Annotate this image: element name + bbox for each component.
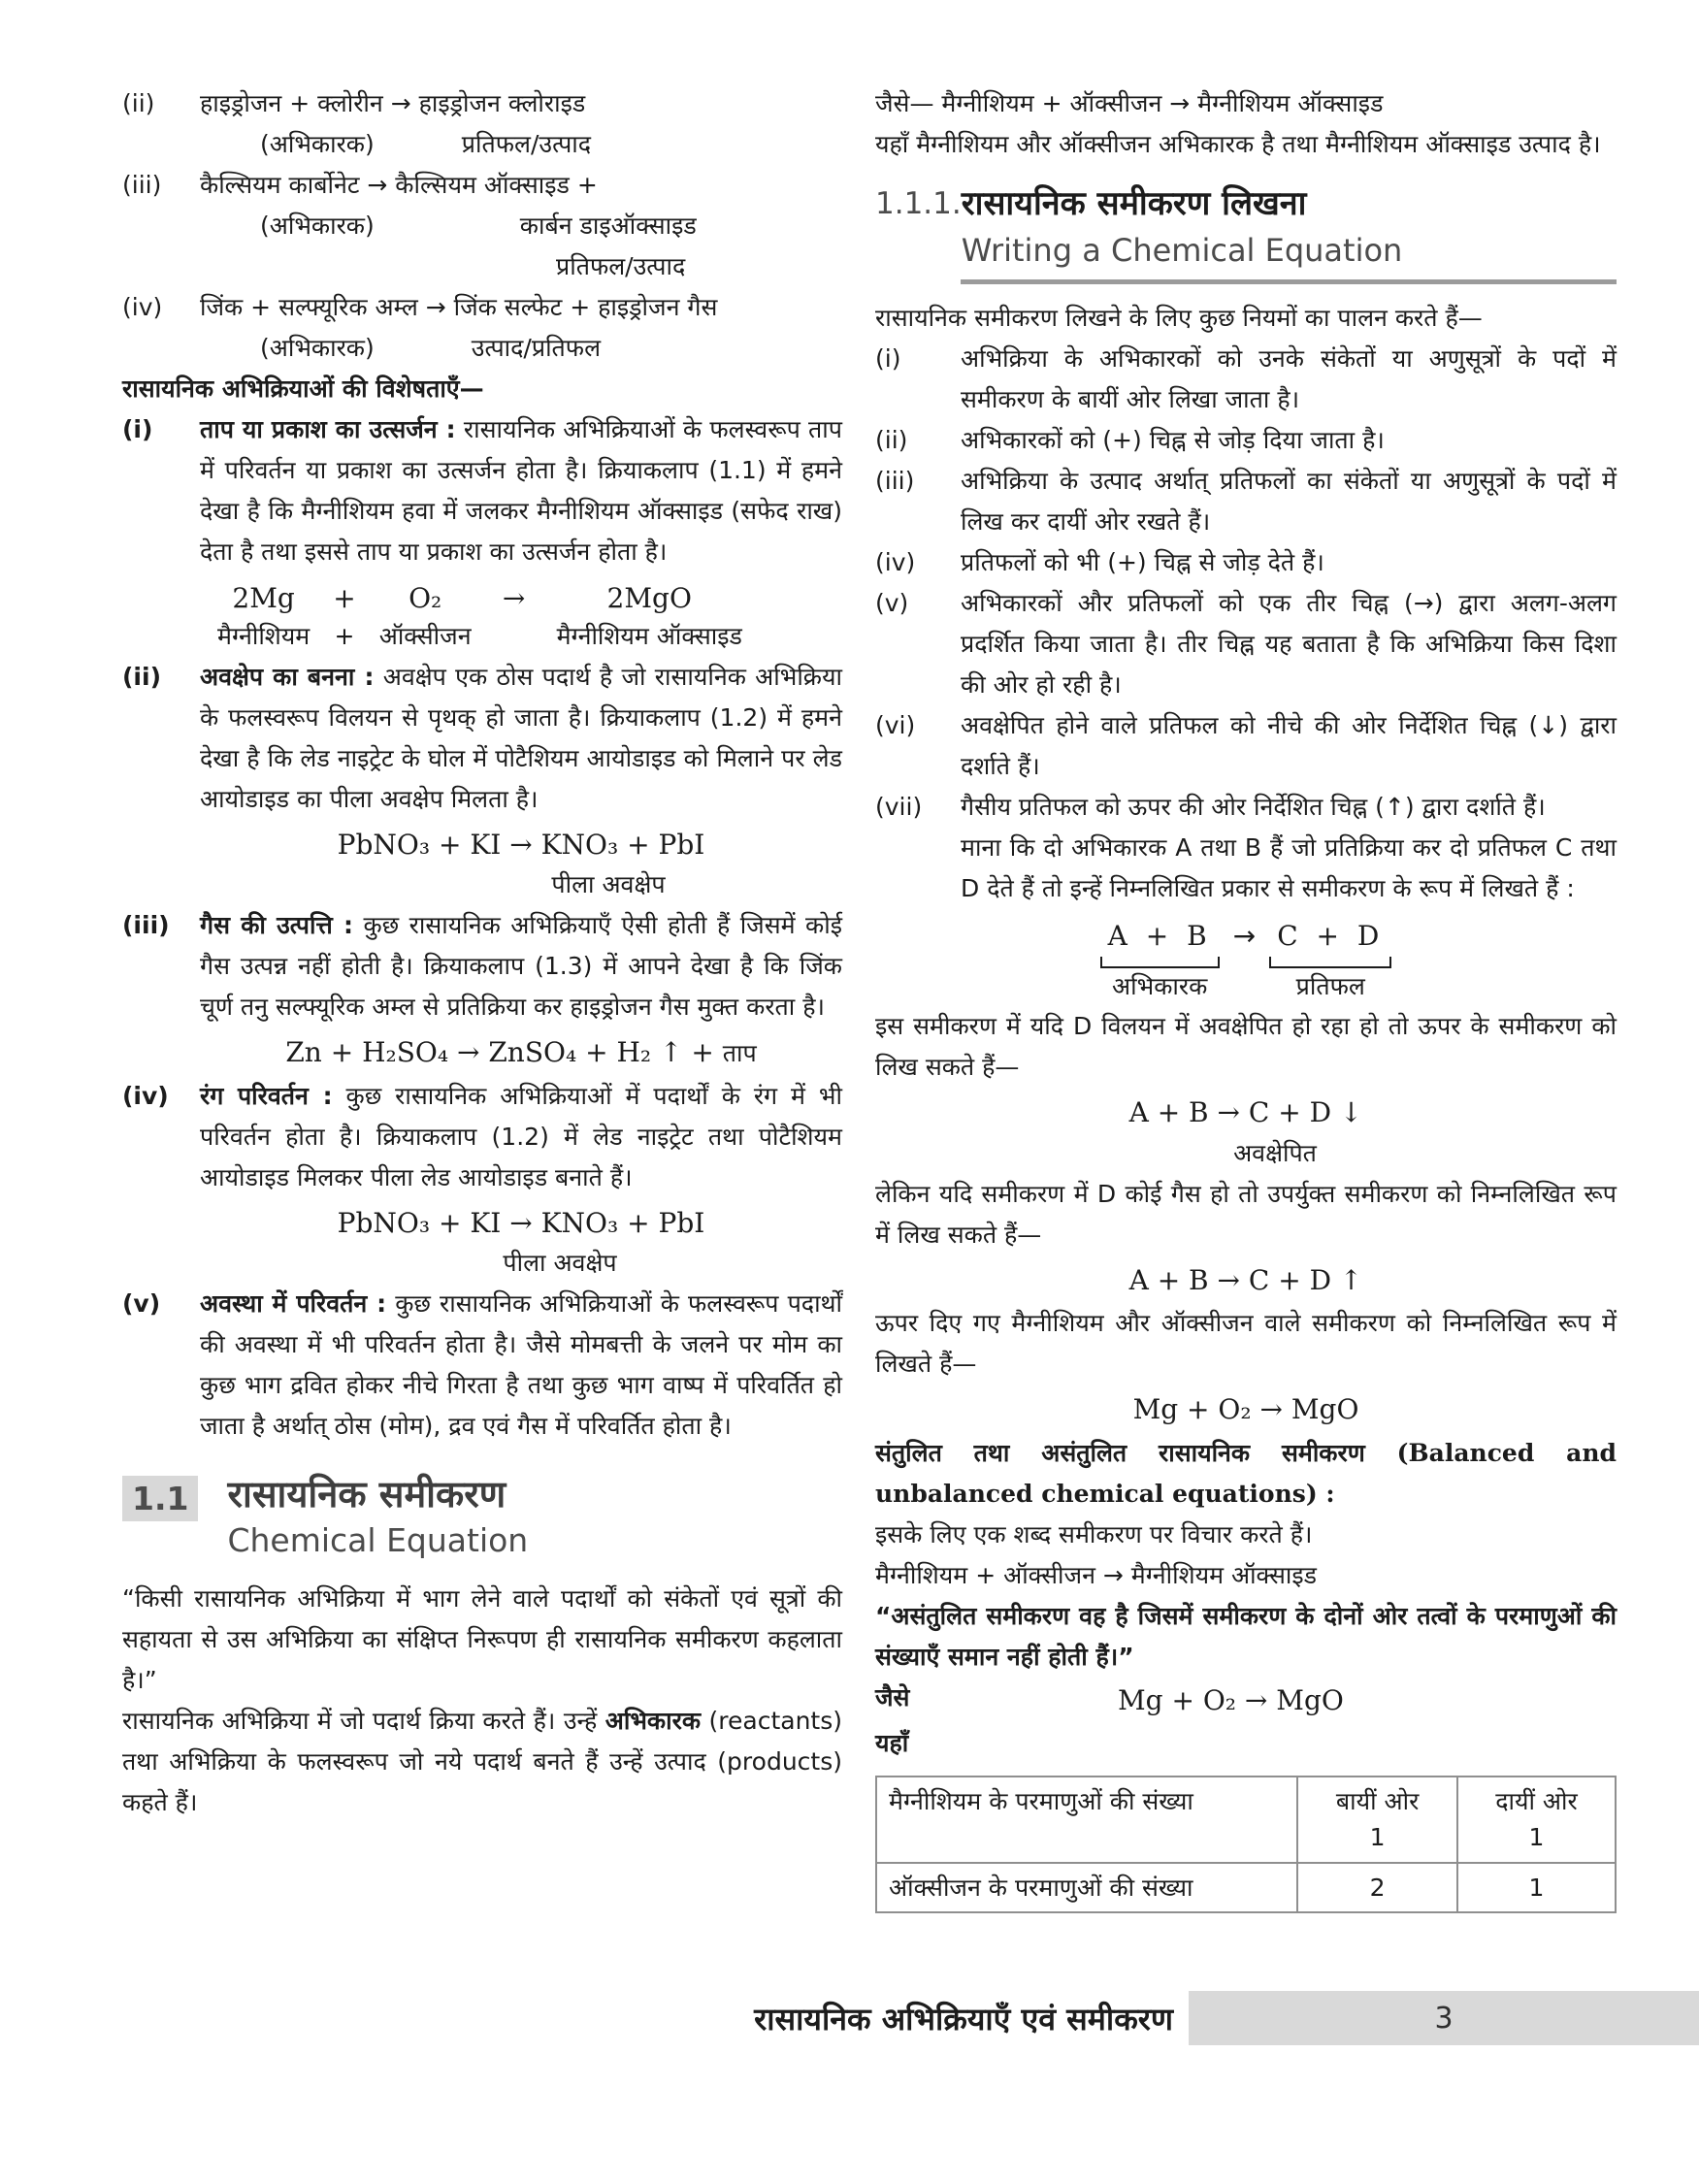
section-title-english: Chemical Equation <box>227 1521 529 1560</box>
rule-text: अवक्षेपित होने वाले प्रतिफल को नीचे की ओर निर्देशित चिह्न (↓) द्वारा दर्शाते हैं। <box>961 710 1617 780</box>
item-number: (vii) <box>875 792 923 821</box>
heading-rule <box>961 279 1617 284</box>
left-column <box>122 83 842 1913</box>
feature-lead: अवस्था में परिवर्तन : <box>200 1289 387 1319</box>
right-side-cell: 1 <box>1457 1863 1616 1913</box>
underbrace-icon <box>1100 957 1220 968</box>
chemical-equation: Zn + H₂SO₄ → ZnSO₄ + H₂ ↑ + ताप <box>285 1036 757 1069</box>
word-equation-labels <box>200 124 842 165</box>
chapter-title: रासायनिक अभिक्रियाएँ एवं समीकरण <box>754 2000 1173 2037</box>
feature-lead: अवक्षेप का बनना : <box>200 663 375 691</box>
rule-item <box>875 787 1617 828</box>
feature-text: अवक्षेप एक ठोस पदार्थ है जो रासायनिक अभिक्रिया के फलस्वरूप विलयन से पृथक् हो जाता है। क्रियाकलाप (1.2) में हमने देखा है कि लेड नाइट्रेट के घोल में पोटैशियम आयोडाइड को मिलाने पर लेड आयोडाइड का पीला अवक्षेप मिलता है। <box>200 663 842 813</box>
plus-sign: + <box>334 622 355 650</box>
item-number: (ii) <box>122 663 161 691</box>
feature-body <box>200 1076 842 1284</box>
rule-item <box>875 705 1617 787</box>
underbrace-icon <box>1269 957 1391 968</box>
equation-label: पीला अवक्षेप <box>551 870 666 899</box>
table-row <box>876 1863 1616 1913</box>
formula: O₂ <box>408 582 442 614</box>
atom-count-table <box>875 1776 1617 1914</box>
rule-text: प्रतिफलों को भी (+) चिह्न से जोड़ देते हैं। <box>961 547 1324 576</box>
magnesium-paragraph: ऊपर दिए गए मैग्नीशियम और ऑक्सीजन वाले समीकरण को निम्नलिखित रूप में लिखते हैं— <box>875 1309 1617 1379</box>
item-number: (v) <box>122 1289 161 1319</box>
subsection-title-english: Writing a Chemical Equation <box>961 232 1403 270</box>
page-footer <box>0 1991 1699 2045</box>
formula: 2Mg <box>232 582 295 614</box>
chemical-equation: Mg + O₂ → MgO <box>1132 1393 1359 1426</box>
feature-body <box>200 905 842 1075</box>
left-side-cell <box>1297 1777 1457 1863</box>
equation-label: पीला अवक्षेप <box>503 1249 617 1278</box>
row-label: ऑक्सीजन के परमाणुओं की संख्या <box>876 1863 1297 1913</box>
reactant-label: (अभिकारक) <box>260 212 375 240</box>
word-equation-body <box>200 287 842 369</box>
word-equation-line: मैग्नीशियम + ऑक्सीजन → मैग्नीशियम ऑक्साइड <box>875 1560 1318 1589</box>
word-equation-labels <box>200 206 842 246</box>
equation-lhs: A + B <box>1107 919 1212 952</box>
formula: 2MgO <box>606 582 692 614</box>
arrow-icon: → <box>502 582 526 614</box>
feature-body <box>200 409 842 657</box>
page-number-badge <box>1189 1991 1699 2045</box>
cell-value: 1 <box>1528 1823 1545 1852</box>
table-row <box>876 1777 1616 1863</box>
reactant-term: अभिकारक <box>604 1707 702 1736</box>
item-number: (iii) <box>122 911 170 940</box>
rule-text: अभिक्रिया के अभिकारकों को उनके संकेतों या अणुसूत्रों के पदों में समीकरण के बायीं ओर लिखा जाता है। <box>961 343 1617 413</box>
section-number-badge: 1.1 <box>122 1476 198 1521</box>
feature-item <box>122 1076 842 1284</box>
reactant-label: (अभिकारक) <box>260 334 375 362</box>
precipitate-paragraph: इस समीकरण में यदि D विलयन में अवक्षेपित हो रहा हो तो ऊपर के समीकरण को लिख सकते हैं— <box>875 1012 1617 1082</box>
chemical-equation: A + B → C + D ↓ <box>1128 1096 1363 1129</box>
item-number: (iii) <box>122 171 162 199</box>
rules-intro: रासायनिक समीकरण लिखने के लिए कुछ नियमों का पालन करते हैं— <box>875 303 1483 332</box>
rule-item <box>875 461 1617 542</box>
example-equation-row <box>875 1678 1617 1723</box>
chemical-equation: PbNO₃ + KI → KNO₃ + PbI <box>337 1206 705 1239</box>
page-columns <box>122 83 1617 1913</box>
rule-item <box>875 542 1617 583</box>
formula-name: मैग्नीशियम <box>217 622 310 650</box>
feature-lead: गैस की उत्पत्ति : <box>200 911 353 940</box>
feature-text: कुछ रासायनिक अभिक्रियाएँ ऐसी होती हैं जिसमें कोई गैस उत्पन्न नहीं होती है। क्रियाकलाप (1.3) में आपने देखा है कि जिंक चूर्ण तनु सल्फ्यूरिक अम्ल से प्रतिक्रिया कर हाइड्रोजन गैस मुक्त करता है। <box>200 911 842 1022</box>
word-equation-line: जिंक + सल्फ्यूरिक अम्ल → जिंक सल्फेट + हाइड्रोजन गैस <box>200 293 718 321</box>
feature-text: रासायनिक अभिक्रियाओं के फलस्वरूप ताप में परिवर्तन या प्रकाश का उत्सर्जन होता है। क्रियाकलाप (1.1) में हमने देखा है कि मैग्नीशियम हवा में जलकर मैग्नीशियम ऑक्साइड (सफेद राख) देता है तथा इससे ताप या प्रकाश का उत्सर्जन होता है। <box>200 415 842 566</box>
example-explanation: यहाँ मैग्नीशियम और ऑक्सीजन अभिकारक है तथा मैग्नीशियम ऑक्साइड उत्पाद है। <box>875 130 1601 158</box>
magnesium-equation <box>200 578 842 653</box>
feature-body <box>200 657 842 905</box>
word-equation-line: हाइड्रोजन + क्लोरीन → हाइड्रोजन क्लोराइड <box>200 89 586 117</box>
item-number: (v) <box>875 588 909 617</box>
formula-name: ऑक्सीजन <box>378 622 472 650</box>
word-equation-line: कैल्सियम कार्बोनेट → कैल्सियम ऑक्साइड + <box>200 171 598 199</box>
rule-item <box>875 420 1617 461</box>
word-equation-intro: इसके लिए एक शब्द समीकरण पर विचार करते हैं। <box>875 1519 1313 1548</box>
balanced-heading: संतुलित तथा असंतुलित रासायनिक समीकरण (Balanced and unbalanced chemical equations) : <box>875 1438 1617 1508</box>
word-equation-body <box>200 165 842 287</box>
subsection-heading <box>875 180 1617 284</box>
item-number: (i) <box>875 343 901 373</box>
word-equation-body <box>200 83 842 165</box>
reactant-product-paragraph: रासायनिक अभिक्रिया में जो पदार्थ क्रिया करते हैं। उन्हें अभिकारक (reactants) तथा अभिक्रिया के फलस्वरूप जो नये पदार्थ बनते हैं उन्हें उत्पाद (products) कहते हैं। <box>122 1707 842 1817</box>
feature-body <box>200 1284 842 1447</box>
word-equation-item <box>122 165 842 287</box>
word-equation-item <box>122 83 842 165</box>
feature-item <box>122 409 842 657</box>
item-number: (ii) <box>875 425 908 454</box>
assume-paragraph: माना कि दो अभिकारक A तथा B हैं जो प्रतिक्रिया कर दो प्रतिफल C तथा D देते हैं तो इन्हें निम्नलिखित प्रकार से समीकरण के रूप में लिखते हैं : <box>961 832 1617 902</box>
feature-lead: ताप या प्रकाश का उत्सर्जन : <box>200 415 456 443</box>
reactant-label: (अभिकारक) <box>260 130 375 158</box>
right-side-cell <box>1457 1777 1616 1863</box>
example-label: जैसे <box>875 1682 910 1711</box>
cell-value: 1 <box>1369 1823 1386 1852</box>
right-column <box>875 83 1617 1913</box>
product-label: प्रतिफल <box>1295 971 1365 1000</box>
chemical-equation: Mg + O₂ → MgO <box>1118 1683 1344 1716</box>
product-label: कार्बन डाइऑक्साइड <box>519 212 697 240</box>
column-header: दायीं ओर <box>1495 1786 1578 1815</box>
product-label: प्रतिफल/उत्पाद <box>556 252 686 280</box>
product-label: उत्पाद/प्रतिफल <box>471 334 602 362</box>
chemical-equation: A + B → C + D ↑ <box>1128 1263 1363 1296</box>
feature-text: कुछ रासायनिक अभिक्रियाओं में पदार्थों के रंग में भी परिवर्तन होता है। क्रियाकलाप (1.2) में लेड नाइट्रेट तथा पोटैशियम आयोडाइड मिलकर पीला लेड आयोडाइड बनाते हैं। <box>200 1081 842 1191</box>
item-number: (i) <box>122 415 153 443</box>
example-line: जैसे— मैग्नीशियम + ऑक्सीजन → मैग्नीशियम ऑक्साइड <box>875 89 1384 117</box>
page-number: 3 <box>1434 2001 1454 2036</box>
feature-item <box>122 905 842 1075</box>
item-number: (iii) <box>875 466 915 495</box>
feature-item <box>122 1284 842 1447</box>
item-number: (iv) <box>875 547 916 576</box>
feature-lead: रंग परिवर्तन : <box>200 1081 333 1110</box>
rule-text: अभिक्रिया के उत्पाद अर्थात् प्रतिफलों का संकेतों या अणुसूत्रों के पदों में लिख कर दायीं ओर रखते हैं। <box>961 466 1617 536</box>
unbalanced-definition-quote: “असंतुलित समीकरण वह है जिसमें समीकरण के दोनों ओर तत्वों के परमाणुओं की संख्याएँ समान नहीं होती हैं।” <box>875 1601 1617 1671</box>
product-label: प्रतिफल/उत्पाद <box>461 130 592 158</box>
word-equation-labels <box>200 328 842 369</box>
underbrace-equation <box>875 917 1617 1003</box>
equation-label: अवक्षेपित <box>1233 1138 1317 1167</box>
equation-rhs: C + D <box>1277 919 1385 952</box>
definition-paragraph: “किसी रासायनिक अभिक्रिया में भाग लेने वाले पदार्थों को संकेतों एवं सूत्रों की सहायता से उस अभिक्रिया का संक्षिप्त निरूपण ही रासायनिक समीकरण कहलाता है।” <box>122 1584 842 1695</box>
rule-item <box>875 583 1617 705</box>
section-heading <box>122 1470 842 1563</box>
item-number: (iv) <box>122 1081 169 1110</box>
subsection-number: 1.1.1. <box>875 186 962 221</box>
subsection-title-hindi: रासायनिक समीकरण लिखना <box>961 184 1307 223</box>
column-header: बायीं ओर <box>1335 1786 1420 1815</box>
word-equation-item <box>122 287 842 369</box>
chemical-equation: PbNO₃ + KI → KNO₃ + PbI <box>337 829 705 861</box>
rule-text: अभिकारकों और प्रतिफलों को एक तीर चिह्न (→) द्वारा अलग-अलग प्रदर्शित किया जाता है। तीर चिह्न यह बताता है कि अभिक्रिया किस दिशा की ओर हो रही है। <box>961 588 1617 699</box>
feature-text: कुछ रासायनिक अभिक्रियाओं के फलस्वरूप पदार्थों की अवस्था में भी परिवर्तन होता है। जैसे मोमबत्ती के जलने पर मोम का कुछ भाग द्रवित होकर नीचे गिरता है तथा कुछ भाग वाष्प में परिवर्तित हो जाता है अर्थात् ठोस (मोम), द्रव एवं गैस में परिवर्तित होता है। <box>200 1289 843 1441</box>
balanced-heading-english: (Balanced and unbalanced chemical equations) : <box>875 1438 1617 1508</box>
reactant-label: अभिकारक <box>1112 971 1208 1000</box>
rule-item <box>875 339 1617 420</box>
item-number: (iv) <box>122 293 163 321</box>
left-side-cell: 2 <box>1297 1863 1457 1913</box>
features-heading: रासायनिक अभिक्रियाओं की विशेषताएँ— <box>122 375 484 403</box>
plus-sign: + <box>333 582 356 614</box>
rule-text: गैसीय प्रतिफल को ऊपर की ओर निर्देशित चिह्न (↑) द्वारा दर्शाते हैं। <box>961 792 1546 821</box>
formula-name: मैग्नीशियम ऑक्साइड <box>556 622 742 650</box>
item-number: (vi) <box>875 710 916 739</box>
gas-paragraph: लेकिन यदि समीकरण में D कोई गैस हो तो उपर्युक्त समीकरण को निम्नलिखित रूप में लिख सकते हैं— <box>875 1179 1617 1249</box>
section-title-hindi: रासायनिक समीकरण <box>227 1473 506 1516</box>
item-number: (ii) <box>122 89 155 117</box>
rule-text: अभिकारकों को (+) चिह्न से जोड़ दिया जाता है। <box>961 425 1385 454</box>
here-label: यहाँ <box>875 1728 909 1757</box>
row-label: मैग्नीशियम के परमाणुओं की संख्या <box>876 1777 1297 1863</box>
feature-item <box>122 657 842 905</box>
arrow-icon: → <box>1232 919 1257 952</box>
